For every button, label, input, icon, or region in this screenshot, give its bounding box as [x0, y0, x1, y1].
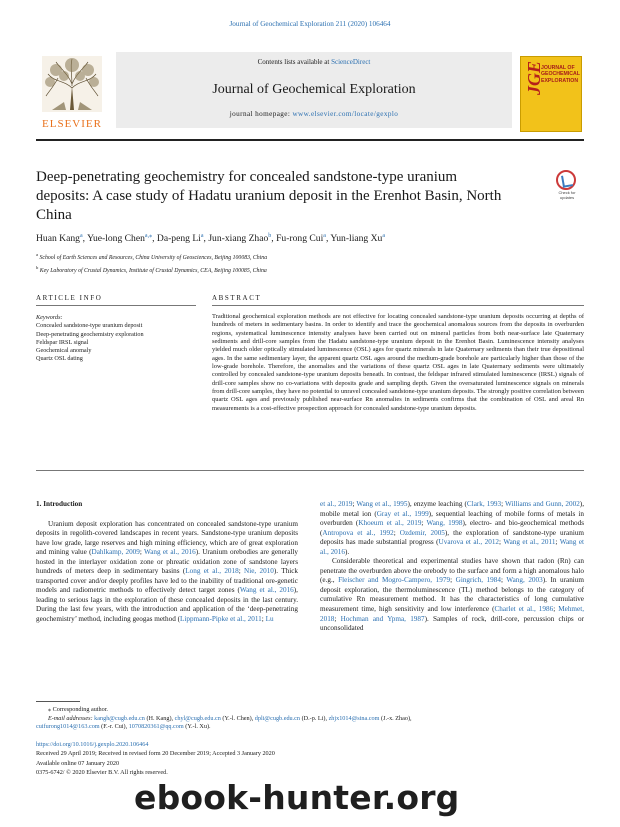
article-info-heading: ARTICLE INFO: [36, 294, 103, 302]
check-updates-label: Check for updates: [558, 190, 576, 200]
sciencedirect-link[interactable]: ScienceDirect: [331, 58, 371, 66]
keywords-list: [36, 322, 204, 363]
email-label: E-mail addresses:: [48, 714, 95, 722]
keyword-item: Deep-penetrating geochemistry exploration: [36, 330, 144, 338]
author-name[interactable]: Yue-long Chen$^{a,⁎}$: [87, 233, 153, 245]
cover-title: JOURNAL OF GEOCHEMICAL EXPLORATION: [541, 65, 580, 84]
author-affiliation-mark: a: [200, 233, 204, 239]
elsevier-wordmark: ELSEVIER: [42, 118, 102, 130]
author-affiliation-mark: a: [79, 233, 83, 239]
received-dates: Received 29 April 2019; Received in revised form 20 December 2019; Accepted 3 January 2020: [36, 750, 275, 758]
journal-cover-thumbnail: [520, 56, 582, 132]
journal-reference[interactable]: Journal of Geochemical Exploration 211 (2020) 106464: [229, 20, 391, 28]
doi-link[interactable]: https://doi.org/10.1016/j.gexplo.2020.106464: [36, 741, 149, 748]
keywords-block: [36, 314, 204, 364]
abstract-heading: ABSTRACT: [212, 294, 262, 302]
email-addresses: [36, 715, 584, 724]
email-list[interactable]: kangh@cugb.edu.cn (H. Kang), chyl@cugb.edu.cn (Y.-l. Chen), dpli@cugb.edu.cn (D.-p. Li), zhjx1014@sina.com (J.-x. Zhao),: [94, 714, 412, 722]
journal-banner: [116, 52, 512, 128]
intro-paragraph-1-continued: et al., 2019; Wang et al., 1995), enzyme leaching (Clark, 1993; Williams and Gunn, 2002), mobile metal ion (Gray et al., 1999), sequential leaching of mobile forms of metals in overburden (Khoeurn et al., 2019; Wang, 1998), electro- and bio-geochemical methods (Antropova et al., 1992; Ozdemir, 2005), the exploration of sandstone-type uranium deposits has made substantial progress (Uvarova et al., 2012; Wang et al., 2011; Wang et al., 2016).: [320, 500, 585, 556]
masthead: [36, 52, 584, 134]
article-info-rule: [36, 305, 196, 306]
author-name[interactable]: Jun-xiang Zhao$^b$: [208, 233, 272, 245]
contents-line: [116, 58, 512, 66]
watermark: ebook-hunter.org: [134, 778, 460, 817]
article-metadata: [36, 740, 584, 778]
affiliation-line: $^a$ School of Earth Sciences and Resources, China University of Geosciences, Beijing 100083, China: [36, 252, 268, 261]
section-heading: 1. Introduction: [36, 500, 83, 508]
affiliation-mark: b: [36, 264, 39, 270]
check-updates-icon: [556, 170, 576, 190]
abstract-bottom-rule: [36, 470, 584, 471]
author-name[interactable]: Fu-rong Cui$^a$: [276, 233, 326, 245]
email-addresses-continued[interactable]: cuifurong1014@163.com (F.-r. Cui), 1070820361@qq.com (Y.-l. Xu).: [36, 723, 211, 731]
body-column-right: [320, 500, 584, 634]
check-for-updates-badge[interactable]: [552, 170, 582, 200]
homepage-link[interactable]: www.elsevier.com/locate/gexplo: [292, 110, 399, 118]
journal-name: Journal of Geochemical Exploration: [212, 82, 416, 97]
affiliations: [36, 250, 584, 276]
author-affiliation-mark: a: [382, 233, 386, 239]
homepage-line: [116, 110, 512, 118]
copyright-line: 0375-6742/ © 2020 Elsevier B.V. All rights reserved.: [36, 769, 168, 777]
author-list: Huan Kang$^a$, Yue-long Chen$^{a,⁎}$, Da-peng Li$^a$, Jun-xiang Zhao$^b$, Fu-rong Cui$^a$, Yun-liang Xu$^a$: [36, 233, 386, 245]
affiliation-line: $^b$ Key Laboratory of Crustal Dynamics, Institute of Crustal Dynamics, CEA, Beijing 100085, China: [36, 264, 267, 274]
elsevier-logo: [36, 52, 108, 132]
keyword-item: Quartz OSL dating: [36, 355, 83, 363]
author-affiliation-mark: a,⁎: [144, 233, 153, 239]
header-rule: [36, 139, 584, 141]
homepage-prefix: journal homepage:: [229, 110, 293, 118]
author-affiliation-mark: a: [323, 233, 326, 239]
affiliation-mark: a: [36, 252, 39, 257]
author-affiliation-mark: b: [268, 233, 272, 239]
cover-letters: JGE: [524, 61, 544, 96]
tree-logo-icon: [42, 56, 102, 112]
abstract-text: Traditional geochemical exploration methods are not effective for locating concealed sandstone-type uranium deposits occurring at depths of hundreds of meters in sedimentary basins. In order to identify and trace the geochemical anomalous sources from the deposits in overburden regions, systematical luminescence intensity analyses have been carried out on mineral particles from both near-surface late Quaternary sediments and drill-core samples from the Hadatu sandstone-type uranium deposit in the Erenhot Basin. Luminescence intensity analyses yielded much older optically stimulated luminescence (OSL) ages for quartz minerals in late Quaternary sediments than their true depositional ages. In the same sedimentary layer, the apparent quartz OSL ages around the medium-grade borehole are particularly higher than those of the low-grade borehole. Therefore, the anomalies and the variations of these quartz OSL ages in late Quaternary sediments were ultimately controlled by concealed sandstone-type uranium deposits beneath. In contrast, the feldspar infrared stimulated luminescence (IRSL) signals of drill-core samples show no co-variations with deposits grade and sampling depth. Given the oversaturated luminescence signals on minerals from drill-core samples, they have no potential to unravel concealed sandstone-type uranium deposits. The strongly positive correlation between quartz OSL ages and previously published near-surface Rn anomalies in sediments confirms that the combination of OSL and areal Rn measurements is a cost-effective prospection approach for concealed sandstone-type uranium deposits.: [212, 313, 584, 412]
keyword-item: Concealed sandstone-type uranium deposit: [36, 322, 143, 330]
body-column-left: [36, 500, 298, 625]
keywords-label: Keywords:: [36, 314, 63, 321]
author-name[interactable]: Huan Kang$^a$: [36, 233, 83, 245]
footnote-rule: [36, 701, 80, 702]
available-online: Available online 07 January 2020: [36, 759, 120, 767]
keyword-item: Geochemical anomaly: [36, 347, 92, 355]
author-name[interactable]: Da-peng Li$^a$: [156, 233, 204, 245]
keyword-item: Feldspar IRSL signal: [36, 338, 89, 346]
contents-prefix: Contents lists available at: [257, 58, 332, 66]
corresponding-author-note: ⁎ Corresponding author.: [48, 706, 108, 713]
abstract-rule: [212, 305, 584, 306]
footnotes: [36, 706, 584, 732]
intro-paragraph-1: Uranium deposit exploration has concentrated on concealed sandstone-type uranium deposits in regolith-covered landscapes in recent years. Sandstone-type uranium deposits have low grade, large reserves and high mining efficiency, which are of great exploration and mining value (Dahlkamp, 2009; Wang et al., 2016). Uranium orebodies are generally hosted in the interlayer oxidation zone or phreatic oxidation zone of sandstone layers hundreds of meters deep in sedimentary basins (Long et al., 2018; Nie, 2010). Thick transported cover and/or deeply profiles have led to the inability of traditional ore-genetic models and radiometric methods to effectively detect target zones (Wang et al., 2016), leading to serious lags in the exploration of these concealed deposits in the last century. During the last few years, with the introduction and application of the ‘deep-penetrating geochemistry’ method, including geogas method (Lippmann-Pipke et al., 2011; Lu: [36, 519, 299, 624]
article-title: Deep-penetrating geochemistry for concealed sandstone-type uranium deposits: A case study of Hadatu uranium deposit in the Erenhot Basin, North China: [36, 169, 502, 223]
intro-paragraph-2: Considerable theoretical and experimental studies have shown that radon (Rn) can penetrate the overburden above the orebody to the surface and form a high anomalous halo (e.g., Fleischer and Mogro-Campero, 1979; Gingrich, 1984; Wang, 2003). In uranium deposit exploration, the thermoluminescence (TL) method belongs to the category of cumulative Rn measurement method. It has the characteristics of long cumulative measurement time, high sensitivity and low interference (Charlet et al., 1986; Mehmet, 2018; Hochman and Ypma, 1987). Samples of rock, drill-core, percussion chips or unconsolidated: [320, 557, 584, 633]
author-name[interactable]: Yun-liang Xu$^a$: [330, 233, 386, 245]
